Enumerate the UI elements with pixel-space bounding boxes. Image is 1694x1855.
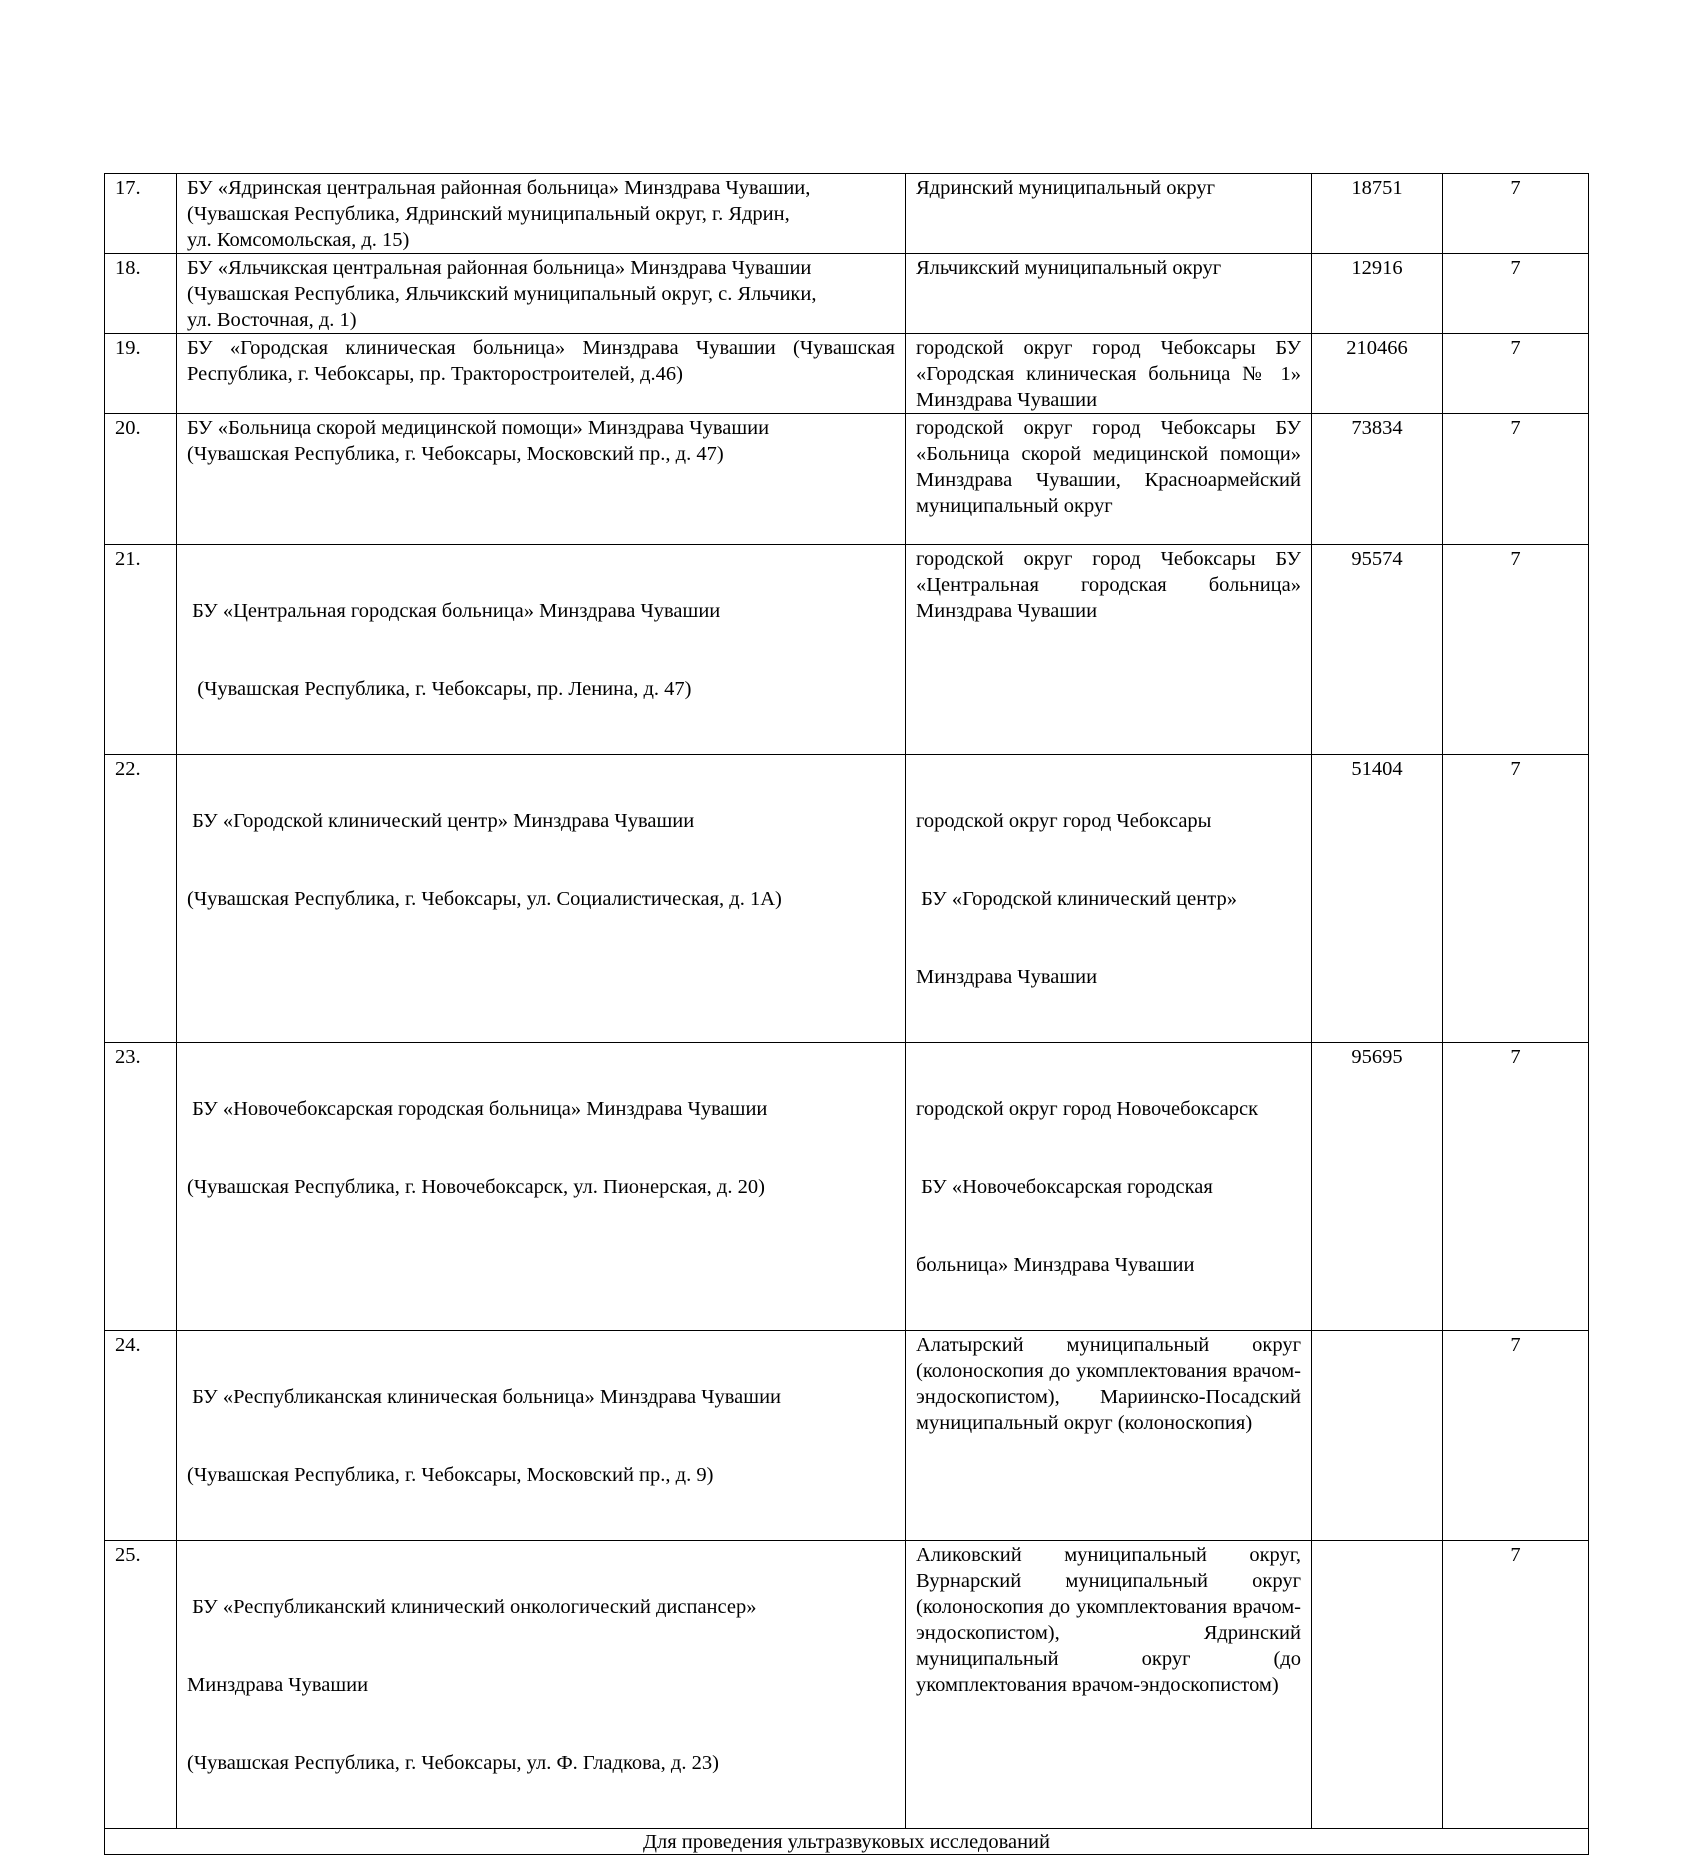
service-area-cell: городской округ город Чебоксары БУ «Городская клиническая больница № 1» Минздрава Чувашии bbox=[906, 334, 1312, 414]
service-area-cell: Аликовский муниципальный округ, Вурнарский муниципальный округ (колоноскопия до укомплектования врачом-эндоскопистом), Ядринский муниципальный округ (до укомплектования врачом-эндоскопистом) bbox=[906, 1541, 1312, 1829]
organization-line: (Чувашская Республика, Яльчикский муниципальный округ, с. Яльчики, bbox=[187, 283, 817, 305]
organization-line: (Чувашская Республика, Ядринский муниципальный округ, г. Ядрин, bbox=[187, 203, 790, 225]
organization-cell bbox=[177, 545, 906, 755]
organization-line: БУ «Яльчикская центральная районная больница» Минздрава Чувашии bbox=[187, 257, 812, 279]
days-cell: 7 bbox=[1443, 174, 1589, 254]
row-number: 24. bbox=[105, 1331, 177, 1541]
organization-cell bbox=[177, 755, 906, 1043]
population-cell: 95574 bbox=[1312, 545, 1443, 755]
row-number: 22. bbox=[105, 755, 177, 1043]
organization-cell: БУ «Городская клиническая больница» Минздрава Чувашии (Чувашская Республика, г. Чебоксары, пр. Тракторостроителей, д.46) bbox=[177, 334, 906, 414]
days-cell: 7 bbox=[1443, 254, 1589, 334]
service-area-cell bbox=[906, 755, 1312, 1043]
organization-line: (Чувашская Республика, г. Новочебоксарск, ул. Пионерская, д. 20) bbox=[187, 1176, 765, 1198]
table-row bbox=[105, 174, 1589, 254]
table-row bbox=[105, 545, 1589, 755]
table-row bbox=[105, 254, 1589, 334]
organization-line: БУ «Ядринская центральная районная больница» Минздрава Чувашии, bbox=[187, 177, 811, 199]
organization-cell bbox=[177, 174, 906, 254]
population-cell: 95695 bbox=[1312, 1043, 1443, 1331]
days-cell: 7 bbox=[1443, 1541, 1589, 1829]
row-number: 23. bbox=[105, 1043, 177, 1331]
service-area-cell bbox=[906, 1043, 1312, 1331]
service-area-cell: Алатырский муниципальный округ (колоноскопия до укомплектования врачом-эндоскопистом), Мариинско-Посадский муниципальный округ (колоноскопия) bbox=[906, 1331, 1312, 1541]
organization-line: БУ «Республиканская клиническая больница» Минздрава Чувашии bbox=[187, 1386, 782, 1408]
section-row bbox=[105, 1829, 1589, 1855]
service-area-line: БУ «Новочебоксарская городская bbox=[916, 1176, 1213, 1198]
service-area-cell: Ядринский муниципальный округ bbox=[906, 174, 1312, 254]
population-cell bbox=[1312, 1331, 1443, 1541]
service-area-line: городской округ город Чебоксары bbox=[916, 810, 1212, 832]
days-cell: 7 bbox=[1443, 755, 1589, 1043]
population-cell: 12916 bbox=[1312, 254, 1443, 334]
table-row bbox=[105, 755, 1589, 1043]
row-number: 18. bbox=[105, 254, 177, 334]
organization-cell bbox=[177, 1541, 906, 1829]
table-row bbox=[105, 414, 1589, 545]
days-cell: 7 bbox=[1443, 1043, 1589, 1331]
table-row bbox=[105, 1331, 1589, 1541]
days-cell: 7 bbox=[1443, 334, 1589, 414]
table-row bbox=[105, 334, 1589, 414]
days-cell: 7 bbox=[1443, 414, 1589, 545]
section-heading: Для проведения ультразвуковых исследований bbox=[105, 1829, 1589, 1855]
row-number: 17. bbox=[105, 174, 177, 254]
population-cell: 18751 bbox=[1312, 174, 1443, 254]
service-area-line: городской округ город Новочебоксарск bbox=[916, 1098, 1259, 1120]
days-cell: 7 bbox=[1443, 545, 1589, 755]
population-cell bbox=[1312, 1541, 1443, 1829]
population-cell: 51404 bbox=[1312, 755, 1443, 1043]
organization-line: БУ «Больница скорой медицинской помощи» Минздрава Чувашии bbox=[187, 417, 770, 439]
service-area-cell: городской округ город Чебоксары БУ «Центральная городская больница» Минздрава Чувашии bbox=[906, 545, 1312, 755]
table-row bbox=[105, 1541, 1589, 1829]
organization-line: ул. Восточная, д. 1) bbox=[187, 309, 357, 331]
organization-line: (Чувашская Республика, г. Чебоксары, пр. Ленина, д. 47) bbox=[187, 678, 692, 700]
row-number: 19. bbox=[105, 334, 177, 414]
organization-line: (Чувашская Республика, г. Чебоксары, ул. Социалистическая, д. 1А) bbox=[187, 888, 782, 910]
row-number: 20. bbox=[105, 414, 177, 545]
table-row bbox=[105, 1043, 1589, 1331]
service-area-cell: Яльчикский муниципальный округ bbox=[906, 254, 1312, 334]
organization-line: БУ «Республиканский клинический онкологический диспансер» bbox=[187, 1596, 757, 1618]
service-area-cell: городской округ город Чебоксары БУ «Больница скорой медицинской помощи» Минздрава Чувашии, Красноармейский муниципальный округ bbox=[906, 414, 1312, 545]
organization-line: ул. Комсомольская, д. 15) bbox=[187, 229, 410, 251]
row-number: 25. bbox=[105, 1541, 177, 1829]
organization-line: БУ «Центральная городская больница» Минздрава Чувашии bbox=[187, 600, 721, 622]
days-cell: 7 bbox=[1443, 1331, 1589, 1541]
organization-line: (Чувашская Республика, г. Чебоксары, Московский пр., д. 9) bbox=[187, 1464, 714, 1486]
population-cell: 210466 bbox=[1312, 334, 1443, 414]
organization-cell bbox=[177, 414, 906, 545]
organization-line: (Чувашская Республика, г. Чебоксары, Московский пр., д. 47) bbox=[187, 443, 724, 465]
organization-line: БУ «Городской клинический центр» Минздрава Чувашии bbox=[187, 810, 695, 832]
organization-cell bbox=[177, 1331, 906, 1541]
population-cell: 73834 bbox=[1312, 414, 1443, 545]
service-area-line: Минздрава Чувашии bbox=[916, 966, 1098, 988]
medical-organizations-table bbox=[104, 173, 1589, 1855]
row-number: 21. bbox=[105, 545, 177, 755]
organization-line: БУ «Новочебоксарская городская больница» Минздрава Чувашии bbox=[187, 1098, 768, 1120]
organization-cell bbox=[177, 1043, 906, 1331]
organization-line: Минздрава Чувашии bbox=[187, 1674, 369, 1696]
service-area-line: БУ «Городской клинический центр» bbox=[916, 888, 1237, 910]
service-area-line: больница» Минздрава Чувашии bbox=[916, 1254, 1195, 1276]
organization-line: (Чувашская Республика, г. Чебоксары, ул. Ф. Гладкова, д. 23) bbox=[187, 1752, 719, 1774]
organization-cell bbox=[177, 254, 906, 334]
